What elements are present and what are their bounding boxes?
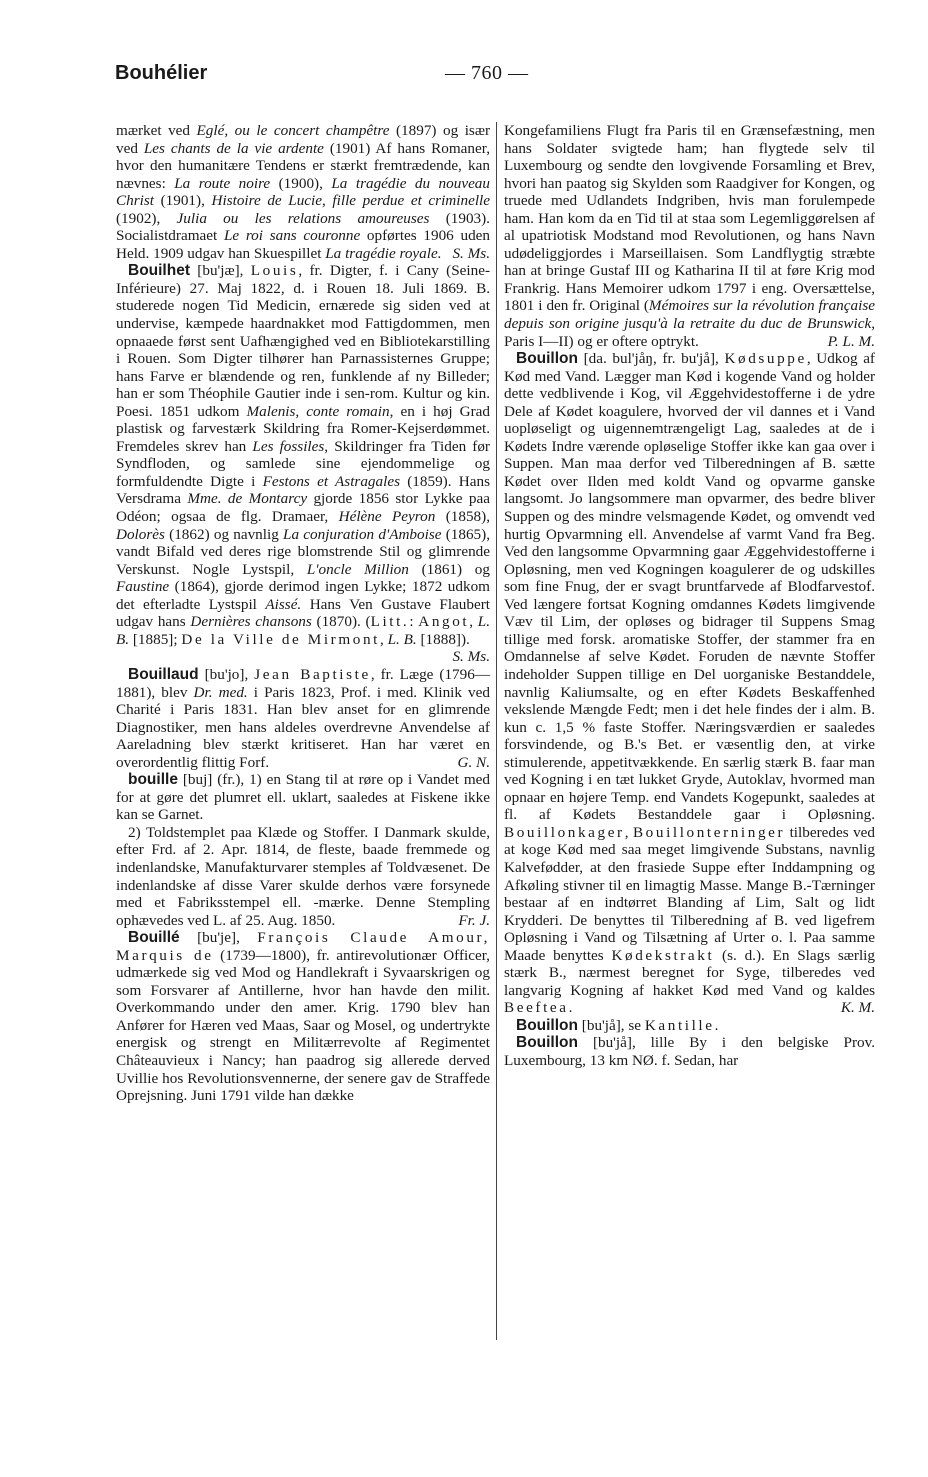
entry-bouille-marquis: Bouillé [bu'je], François Claude Amour, Marquis de (1739—1800), fr. antirevolutionær Officer, udmærkede sig ved Mod og Handlekraft i Syvaarskrigen og som Forsvarer af Antillerne, hvor han havde den milit. Overkommando under den amer. Krig. 1790 blev han Anfører for Hæren ved Maas, Saar og Mosel, og undertrykte energisk og strengt en Militærrevolte af Regimentet Châteauvieux i Nancy; han paadrog sig allerede derved Uvillie hos Revolutionsvennerne, der senere gav de Straffede Oprejsning. Juni 1791 vilde han dække (116, 929, 490, 1105)
page-header (115, 62, 875, 92)
entry-continuation: Kongefamiliens Flugt fra Paris til en Grænsefæstning, men hans Soldater svigtede ham; han flygtede selv til Luxembourg og sendte den lovgivende Forsamling et Brev, hvori han paatog sig Skylden som Raadgiver for Kongen, og truede med Udlandets Indgriben, hvis man forulempede ham. Han kom da en Tid til at staa som Legemliggørelsen af al upatriotisk Modstand mod Revolutionen, og hans Navn udødeliggjordes i Marseillaisen. Som Landflygtig stræbte han at bringe Gustaf III og Katharina II til at føre Krig mod Frankrig. Hans Memoirer udkom 1797 i eng. Oversættelse, 1801 i den fr. Original (Mémoires sur la révolution française depuis son origine jusqu'à la retraite du duc de Brunswick, Paris I—II) og er oftere optrykt. P. L. M. (504, 122, 875, 350)
headword: Bouillon (516, 350, 578, 368)
headword: Bouilhet (128, 262, 190, 280)
entry-bouillon-town: Bouillon [bu'jå], lille By i den belgiske Prov. Luxembourg, 13 km NØ. f. Sedan, har (504, 1034, 875, 1069)
headword: Bouillé (128, 929, 180, 947)
author-signature: K. M. (840, 999, 875, 1017)
entry-bouillaud: Bouillaud [bu'jo], Jean Baptiste, fr. Læge (1796—1881), blev Dr. med. i Paris 1823, Prof. i med. Klinik ved Charité i Paris 1831. Han blev anset for en glimrende Diagnostiker, men hans aldeles overdrevne Anvendelse af Aareladning blev stærkt kritiseret. Han har været en overordentlig flittig Forf. G. N. (116, 665, 491, 771)
entry-bouillon-crossref: Bouillon [bu'jå], se Kantille. (516, 1016, 719, 1034)
entry-bouilhet: Bouilhet [bu'jæ], Louis, fr. Digter, f. i Cany (Seine-Inférieure) 27. Maj 1822, d. i Rouen 18. Juli 1869. B. studerede nogen Tid Medicin, ernærede sig siden ved at undervise, kæmpede haardnakket mod Fattigdommen, men opnaaede først sent Uafhængighed ved en Bibliotekarstilling i Rouen. Som Digter tilhører han Parnassisternes Gruppe; hans Farve er blændende og ren, funklende af ny Billeder; han er som Théophile Gautier inde i sen-rom. Kultur og kin. Poesi. 1851 udkom Malenis, conte romain, en i høj Grad plastisk og farvestærk Skildring fra Romer-Kejserdømmet. Fremdeles skrev han Les fossiles, Skildringer fra Tiden før Syndfloden, og samlede sine ejendommelige og formfuldendte Digte i Festons et Astragales (1859). Hans Versdrama Mme. de Montarcy gjorde 1856 stor Lykke paa Odéon; ogsaa de flg. Dramaer, Hélène Peyron (1858), Dolorès (1862) og navnlig La conjuration d'Amboise (1865), vandt Bifald ved deres rige blomstrende Stil og glimrende Verskunst. Nogle Lystspil, L'oncle Million (1861) og Faustine (1864), gjorde derimod ingen Lykke; 1872 udkom det efterladte Lystspil Aissé. Hans Ven Gustave Flaubert udgav hans Dernières chansons (1870). (Litt.: Angot, L. B. [1885]; De la Ville de Mirmont, L. B. [1888]). S. Ms. (116, 262, 491, 666)
headword: Bouillon (516, 1034, 578, 1052)
author-signature: Fr. J. (458, 911, 490, 929)
author-signature: P. L. M. (827, 332, 875, 350)
author-signature: S. Ms. (452, 244, 490, 262)
column-divider (496, 122, 497, 1340)
cross-reference-link[interactable]: Kantille (644, 1016, 715, 1034)
page-number: — 760 — (445, 62, 529, 84)
left-column (116, 122, 490, 1105)
headword: bouille (128, 771, 178, 789)
right-column (504, 122, 875, 1070)
headword: Bouillon (516, 1016, 578, 1034)
entry-bouillon-soup: Bouillon [da. bul'jåŋ, fr. bu'jå], Kødsuppe, Udkog af Kød med Vand. Lægger man Kød i kogende Vand og holder dette vedblivende i Kog, vil Æggehvidestofferne i de ydre Dele af Kødet koagulere, hvorved der vil dannes et i Vand uopløseligt og uigennemtrængeligt Lag, saaledes at de i Kødets Indre værende opløselige Stoffer ikke kan gaa over i Suppen. Man maa derfor ved Tilberedningen af B. sætte Kødet over Ilden med koldt Vand og opvarme ganske langsomt. Jo langsommere man opvarmer, des bedre bliver Suppen og des mindre velsmagende Kødet, og omvendt ved hurtig Opvarmning ell. Anvendelse af varmt Vand fra Beg. Ved den langsomme Opvarmning gaar Æggehvidestofferne i Opløsning, men ved Kogningen koagulerer de og udskilles som fine Fnug, der er svagt bruntfarvede af Blodfarvestof. Ved længere fortsat Kogning omdannes Kødets limgivende Væv til Lim, der opløses og bidrager til Suppens Smag tillige med forsk. aromatiske Stoffer, der stammer fra en Omdannelse af selve Kødet. Foruden de nævnte Stoffer indeholder Suppen tillige en Del uorganiske Bestanddele, navnlig Kaliumsalte, og en efter Kødets Beskaffenhed vekslende Mængde Fedt; men i det hele findes der i alm. B. kun c. 1,5 % faste Stoffer. Næringsværdien er saaledes forsvindende, og B.'s Bet. er væsentlig den, at virke stimulerende, appetitvækkende. En særlig stærk B. faar man ved Kogning i en tæt lukket Gryde, Autoklav, hvormed man opnaar en højere Temp. end Vandets Kogepunkt, saaledes at fl. af Kødets Bestanddele gaar i Opløsning. Bouillonkager, Bouillonterninger tilberedes ved at koge Kød med saa meget limgivende Substans, navnlig Kalvefødder, at den frasiede Suppe efter Inddampning og Afkøling stivner til en limagtig Masse. Mange B.-Tærninger bestaar af en indtørret Blanding af Lim, Salt og lidt Krydderi. De benyttes til Tilberedning af B. ved ligefrem Opløsning i Vand og Tilsætning af Urter o. l. Paa samme Maade benyttes Kødekstrakt (s. d.). En Slags særlig stærk B., nærmest beregnet for Syge, tilberedes ved langvarig Kogning af hakket Kød med Vand og kaldes Beeftea. K. M. (504, 350, 876, 1017)
author-signature: G. N. (457, 753, 490, 771)
author-signature: S. Ms. (452, 648, 490, 666)
entry-bouille: bouille [buj] (fr.), 1) en Stang til at røre op i Vandet med for at gøre det plumret ell. uklart, saaledes at Fiskene ikke kan se Garnet. (116, 771, 490, 824)
running-head: Bouhélier (115, 62, 208, 84)
headword: Bouillaud (128, 665, 199, 683)
entry-bouille-part2: 2) Toldstemplet paa Klæde og Stoffer. I Danmark skulde, efter Frd. af 2. Apr. 1814, de fleste, baade fremmede og indenlandske, Manufakturvarer stemples af Toldvæsenet. De indenlandske af disse Varer skulde derhos være forsynede med et Fabriksstempel ell. -mærke. Denne Stempling ophævedes ved L. af 25. Aug. 1850. Fr. J. (116, 823, 490, 929)
entry-continuation: mærket ved Eglé, ou le concert champêtre (1897) og især ved Les chants de la vie ardente (1901) Af hans Romaner, hvor den humanitære Tendens er stærkt fremtrædende, kan nævnes: La route noire (1900), La tragédie du nouveau Christ (1901), Histoire de Lucie, fille perdue et criminelle (1902), Julia ou les relations amoureuses (1903). Socialistdramaet Le roi sans couronne opførtes 1906 uden Held. 1909 udgav han Skuespillet La tragédie royale. S. Ms. (116, 122, 491, 262)
